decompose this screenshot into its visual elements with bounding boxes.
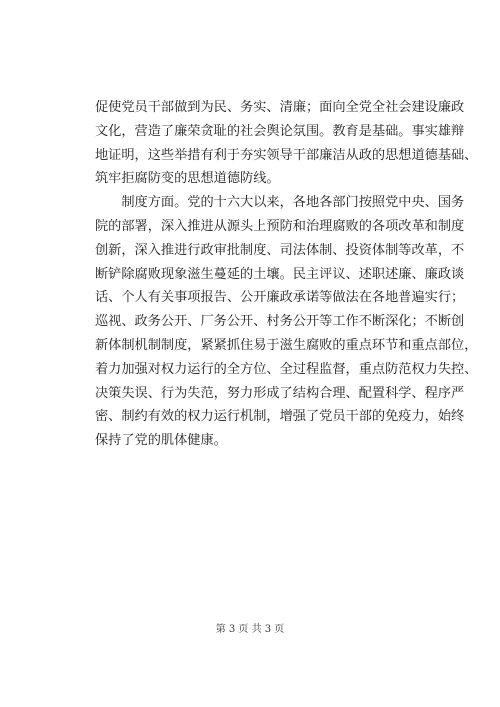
text-line: 着力加强对权力运行的全方位、全过程监督，重点防范权力失控、 bbox=[95, 361, 478, 377]
text-line: 筑牢拒腐防变的思想道德防线。 bbox=[95, 171, 280, 187]
body-text bbox=[95, 96, 478, 453]
text-line: 巡视、政务公开、厂务公开、村务公开等工作不断深化；不断创 bbox=[95, 314, 465, 330]
text-line: 新体制机制制度，紧紧抓住易于滋生腐败的重点环节和重点部位， bbox=[95, 337, 478, 353]
text-line: 促使党员干部做到为民、务实、清廉；面向全党全社会建设廉政 bbox=[95, 100, 465, 115]
text-line: 决策失误、行为失范，努力形成了结构合理、配置科学、程序严 bbox=[95, 385, 465, 401]
text-line: 院的部署，深入推进从源头上预防和治理腐败的各项改革和制度 bbox=[95, 218, 465, 234]
text-line: 地证明，这些举措有利于夯实领导干部廉洁从政的思想道德基础、 bbox=[95, 147, 478, 163]
text-line: 断铲除腐败现象滋生蔓延的土壤。民主评议、述职述廉、廉政谈 bbox=[95, 266, 465, 282]
page-number-footer: 第 3 页 共 3 页 bbox=[215, 624, 285, 635]
text-line: 文化，营造了廉荣贪耻的社会舆论氛围。教育是基础。事实雄辩 bbox=[95, 123, 465, 139]
text-line: 密、制约有效的权力运行机制，增强了党员干部的免疫力，始终 bbox=[95, 409, 465, 425]
text-line: 保持了党的肌体健康。 bbox=[95, 433, 227, 449]
text-line: 创新，深入推进行政审批制度、司法体制、投资体制等改革，不 bbox=[95, 242, 465, 258]
text-line: 话、个人有关事项报告、公开廉政承诺等做法在各地普遍实行； bbox=[95, 290, 465, 306]
paragraph-start-line: 制度方面。党的十六大以来，各地各部门按照党中央、国务 bbox=[95, 195, 465, 211]
